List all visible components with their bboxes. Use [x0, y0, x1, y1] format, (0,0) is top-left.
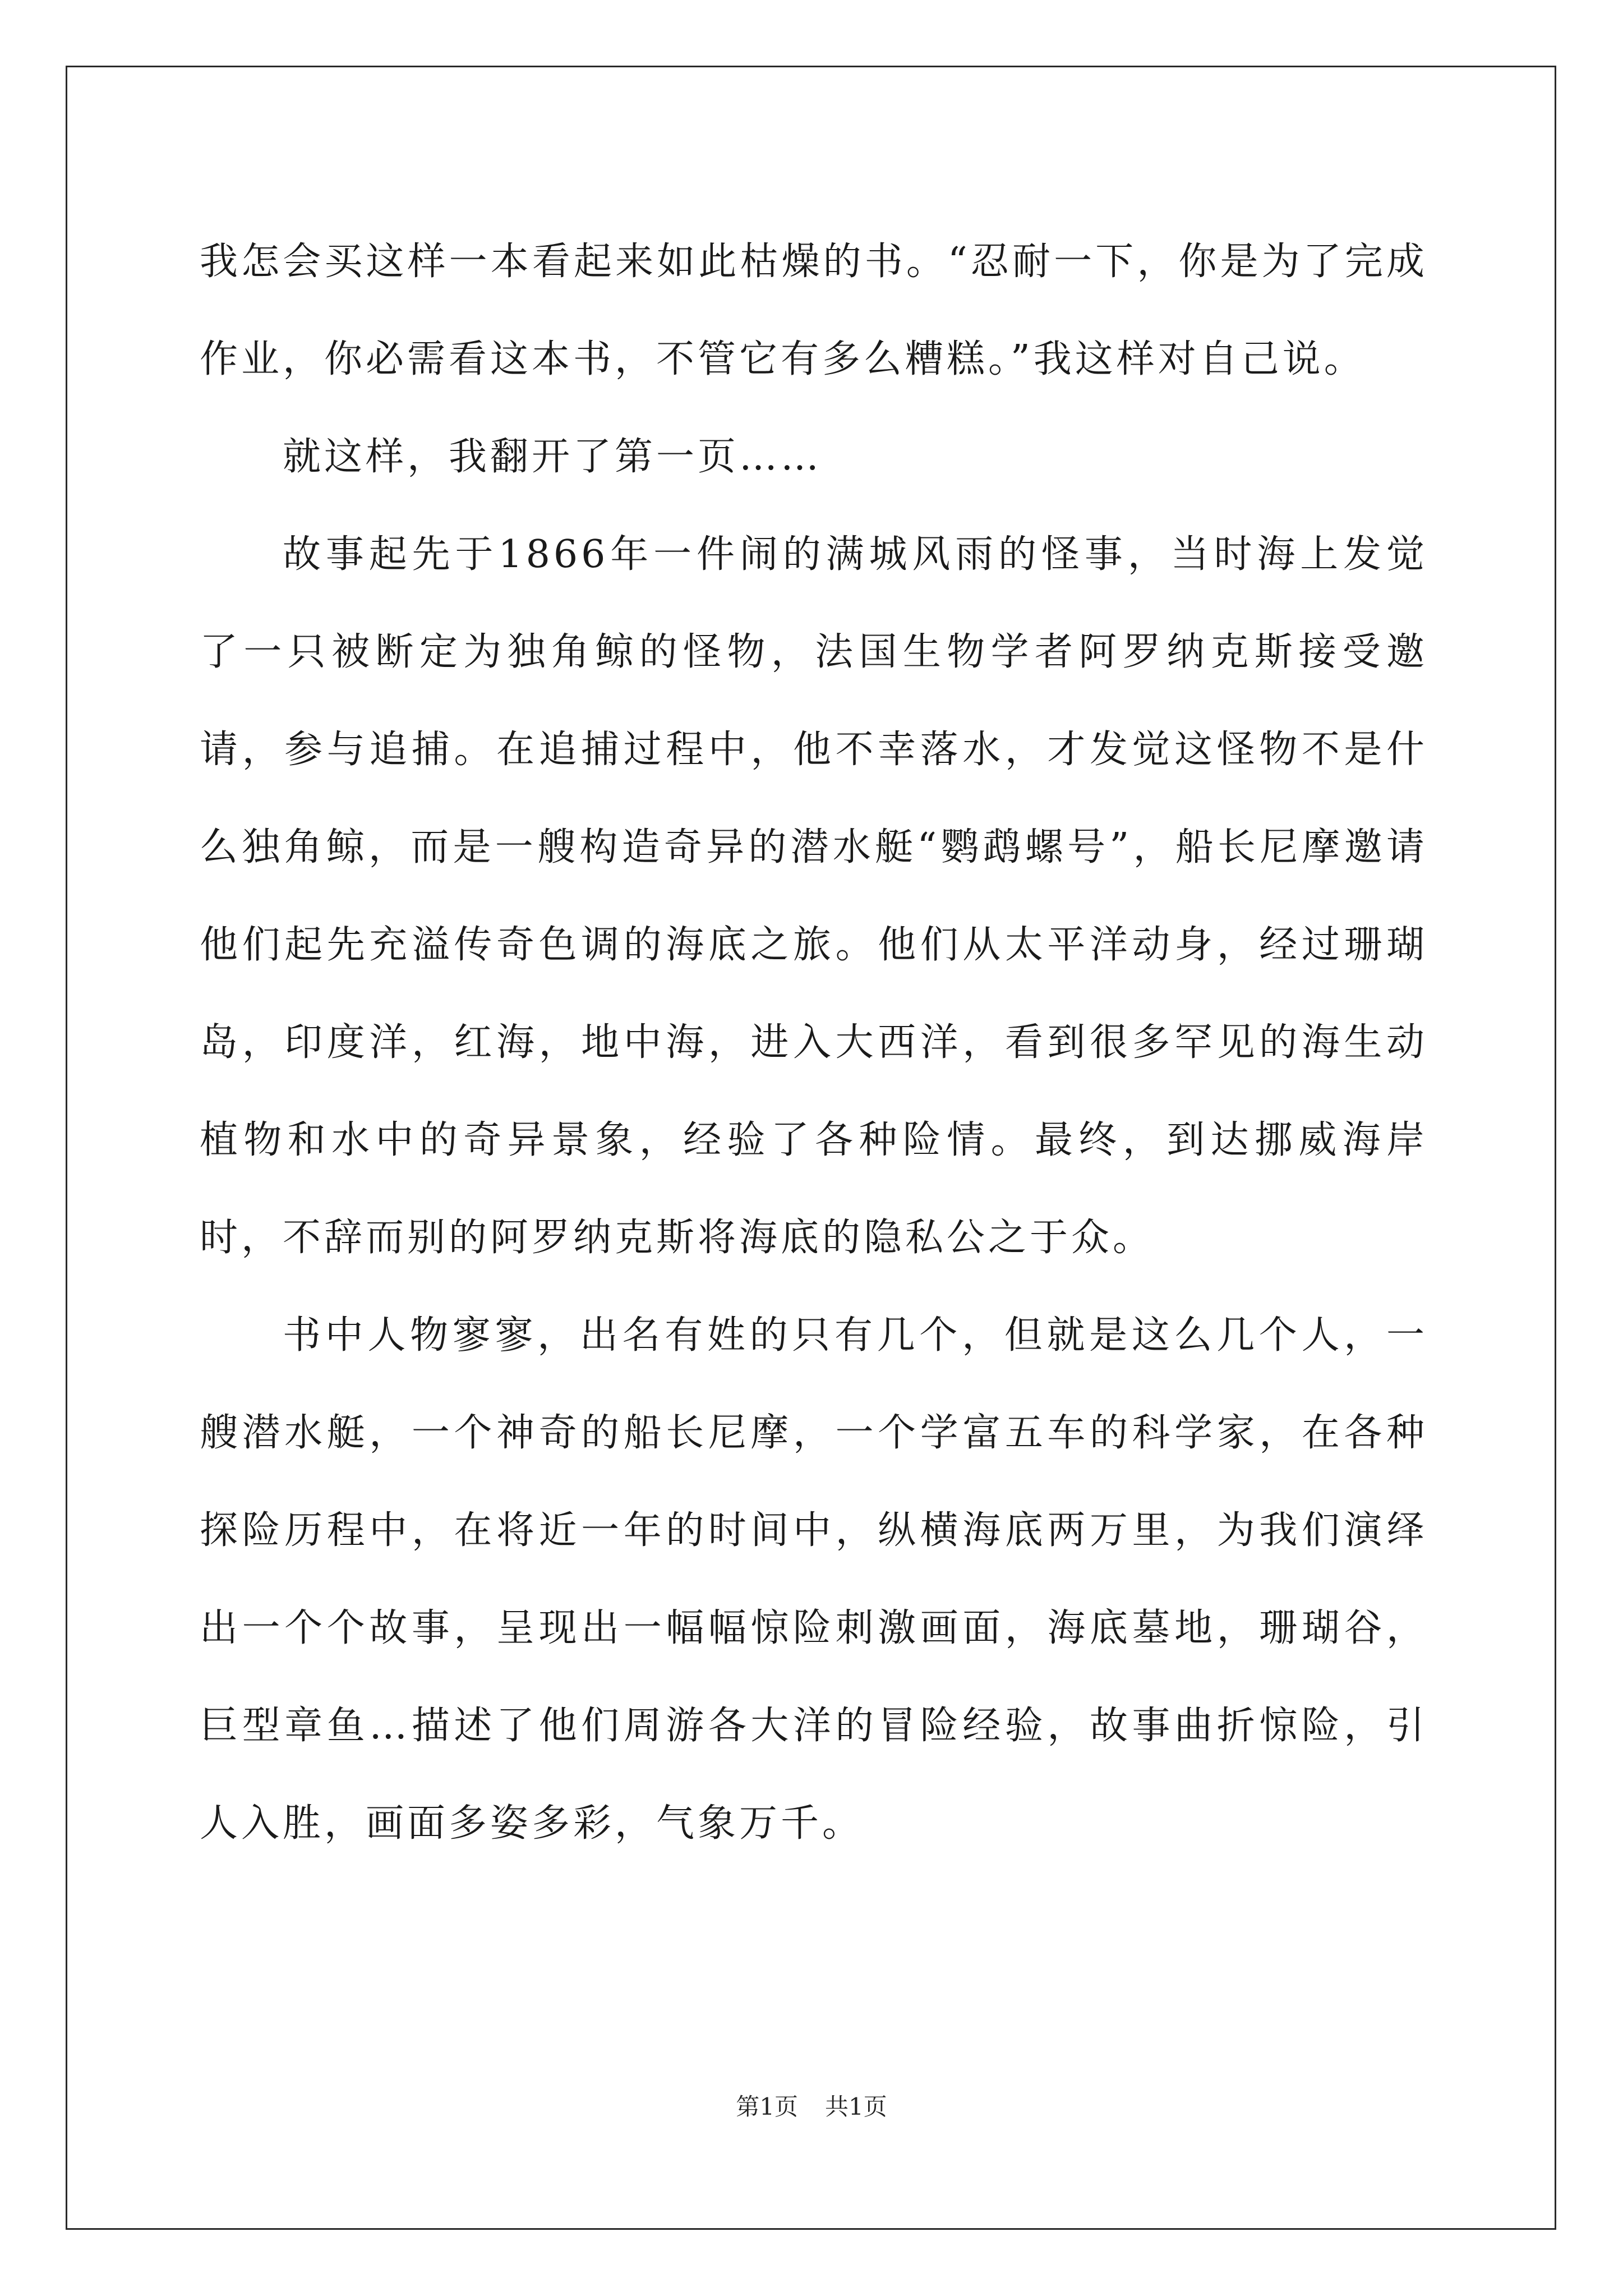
paragraph-1: 我怎会买这样一本看起来如此枯燥的书。“忍耐一下，你是为了完成作业，你必需看这本书，不管它有多么糟糕。”我这样对自己说。 — [200, 240, 1428, 381]
paragraph-2: 就这样，我翻开了第一页…… — [283, 435, 823, 479]
document-body — [200, 213, 1428, 1872]
page-footer — [0, 2090, 1623, 2124]
page-total: 共1页 — [825, 2093, 887, 2120]
paragraph-3: 故事起先于1866年一件闹的满城风雨的怪事，当时海上发觉了一只被断定为独角鲸的怪物，法国生物学者阿罗纳克斯接受邀请，参与追捕。在追捕过程中，他不幸落水，才发觉这怪物不是什么独角鲸，而是一艘构造奇异的潜水艇“鹦鹉螺号”，船长尼摩邀请他们起先充溢传奇色调的海底之旅。他们从太平洋动身，经过珊瑚岛，印度洋，红海，地中海，进入大西洋，看到很多罕见的海生动植物和水中的奇异景象，经验了各种险情。最终，到达挪威海岸时，不辞而别的阿罗纳克斯将海底的隐私公之于众。 — [200, 532, 1428, 1260]
page-number: 第1页 — [736, 2093, 798, 2120]
paragraph-4: 书中人物寥寥，出名有姓的只有几个，但就是这么几个人，一艘潜水艇，一个神奇的船长尼摩，一个学富五车的科学家，在各种探险历程中，在将近一年的时间中，纵横海底两万里，为我们演绎出一个个故事，呈现出一幅幅惊险刺激画面，海底墓地，珊瑚谷，巨型章鱼…描述了他们周游各大洋的冒险经验，故事曲折惊险，引人入胜，画面多姿多彩，气象万千。 — [200, 1313, 1428, 1846]
